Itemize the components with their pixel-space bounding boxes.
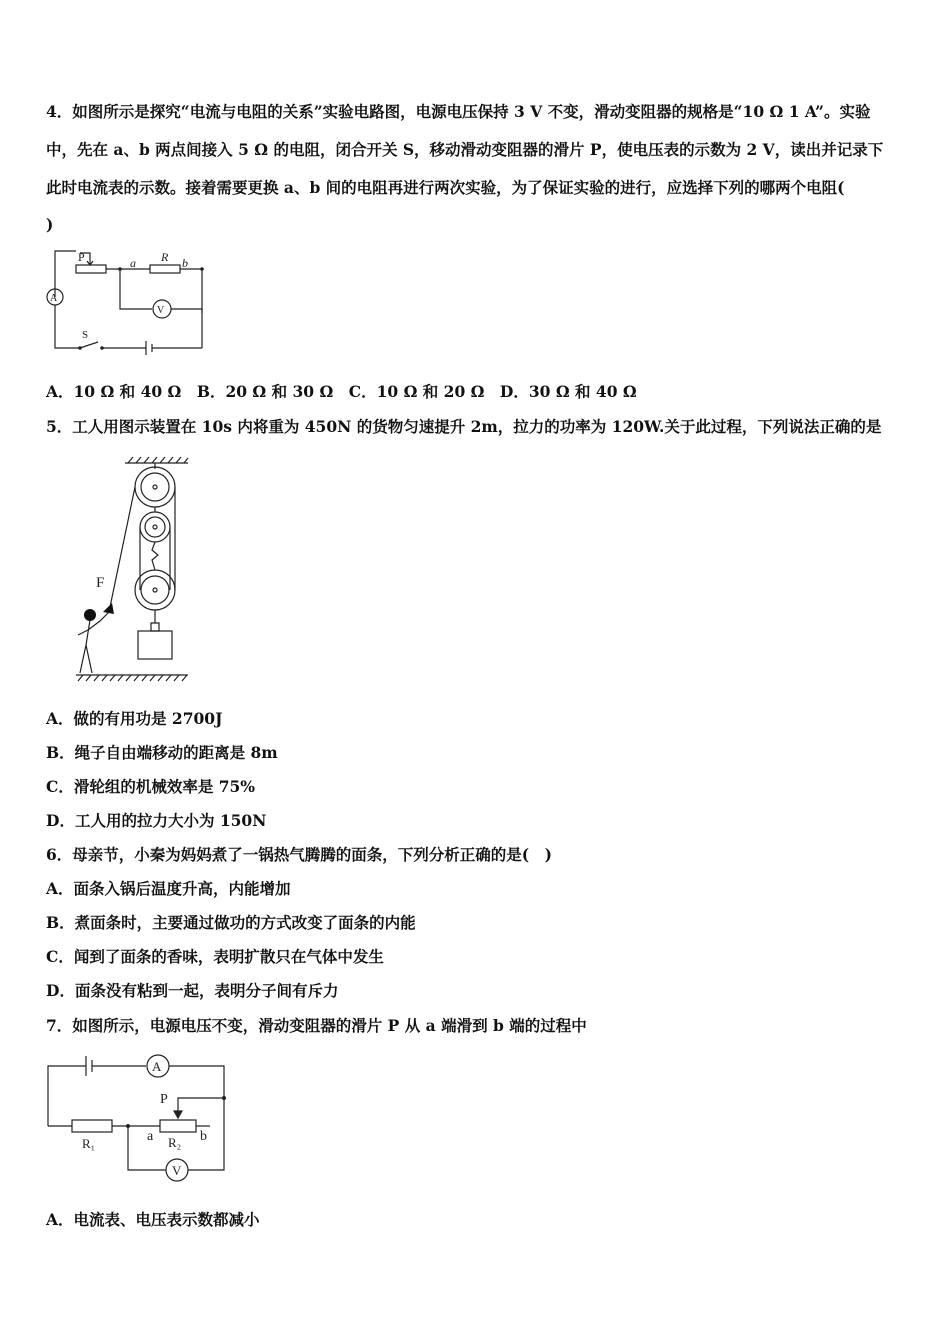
q7-wire-ammeter-right (169, 1066, 224, 1170)
q6-option-c: C．闻到了面条的香味，表明扩散只在气体中发生 (46, 947, 384, 966)
q6-stem: 6．母亲节，小秦为妈妈煮了一锅热气腾腾的面条，下列分析正确的是( ) (46, 845, 552, 864)
q6-option-d: D．面条没有粘到一起，表明分子间有斥力 (46, 981, 339, 1000)
q7-label-a: a (147, 1129, 154, 1144)
q4-voltmeter-label: V (157, 305, 165, 316)
q5-label-f: F (96, 575, 105, 591)
q5-worker-head (84, 609, 96, 621)
q5-option-d: D．工人用的拉力大小为 150N (46, 811, 267, 830)
q4-stem-line3: 此时电流表的示数。接着需要更换 a、b 间的电阻再进行两次实验，为了保证实验的进行，应选择下列的哪两个电阻( (46, 178, 845, 197)
q7-voltmeter-label: V (172, 1163, 182, 1178)
q6-option-b: B．煮面条时，主要通过做功的方式改变了面条的内能 (46, 913, 416, 932)
q5-force-arrow (103, 603, 114, 614)
q4-label-p: P (78, 250, 85, 264)
q4-circuit-diagram (40, 245, 220, 360)
q4-options: A．10 Ω 和 40 Ω B．20 Ω 和 30 Ω C．10 Ω 和 20 Ω D．30 Ω 和 40 Ω (46, 382, 637, 401)
q5-rope-free-end (110, 487, 135, 607)
q4-label-b: b (182, 256, 188, 270)
q4-label-s: S (82, 329, 89, 341)
q4-ammeter-label: A (50, 293, 58, 304)
q4-stem-line4: ) (46, 215, 54, 234)
q5-stem: 5．工人用图示装置在 10s 内将重为 450N 的货物匀速提升 2m，拉力的功率为 120W.关于此过程，下列说法正确的是 (46, 417, 882, 436)
q7-label-b: b (200, 1129, 207, 1144)
q7-wire-top-left (48, 1066, 86, 1126)
q7-rheostat-r2 (160, 1120, 196, 1132)
q7-label-p: P (160, 1092, 168, 1107)
q5-worker-body (78, 611, 110, 673)
q7-label-r1: R₁ (82, 1136, 96, 1151)
q7-ammeter-label: A (152, 1059, 162, 1074)
q4-stem-line2: 中，先在 a、b 两点间接入 5 Ω 的电阻，闭合开关 S，移动滑动变阻器的滑片 P，使电压表的示数为 2 V，读出并记录下 (46, 140, 884, 159)
q4-wire-voltmeter-left (120, 269, 152, 309)
q4-resistor-r (150, 265, 180, 273)
q4-rheostat (76, 265, 106, 273)
q7-resistor-r1 (72, 1120, 112, 1132)
q7-circuit-diagram (40, 1048, 240, 1183)
q4-stem-line1: 4．如图所示是探究“电流与电阻的关系”实验电路图，电源电压保持 3 V 不变，滑动变阻器的规格是“10 Ω 1 A”。实验 (46, 102, 871, 121)
q5-cargo-box (138, 631, 172, 659)
q7-option-a: A．电流表、电压表示数都减小 (46, 1210, 260, 1229)
q4-label-a: a (130, 256, 136, 270)
q5-option-a: A．做的有用功是 2700J (46, 709, 223, 728)
q5-pulley-diagram (70, 455, 195, 687)
q6-option-a: A．面条入锅后温度升高，内能增加 (46, 879, 291, 898)
q7-stem: 7．如图所示，电源电压不变，滑动变阻器的滑片 P 从 a 端滑到 b 端的过程中 (46, 1016, 587, 1035)
q7-label-r2: R₂ (168, 1135, 182, 1150)
q4-wire-left-bottom (55, 305, 80, 348)
q5-option-b: B．绳子自由端移动的距离是 8m (46, 743, 278, 762)
q4-label-r: R (161, 250, 169, 264)
q7-slider-wire (178, 1098, 224, 1117)
q5-option-c: C．滑轮组的机械效率是 75% (46, 777, 256, 796)
q4-switch (80, 342, 98, 348)
q4-wire-voltmeter-right (171, 309, 202, 348)
q4-wire-r-to-b (180, 269, 202, 313)
